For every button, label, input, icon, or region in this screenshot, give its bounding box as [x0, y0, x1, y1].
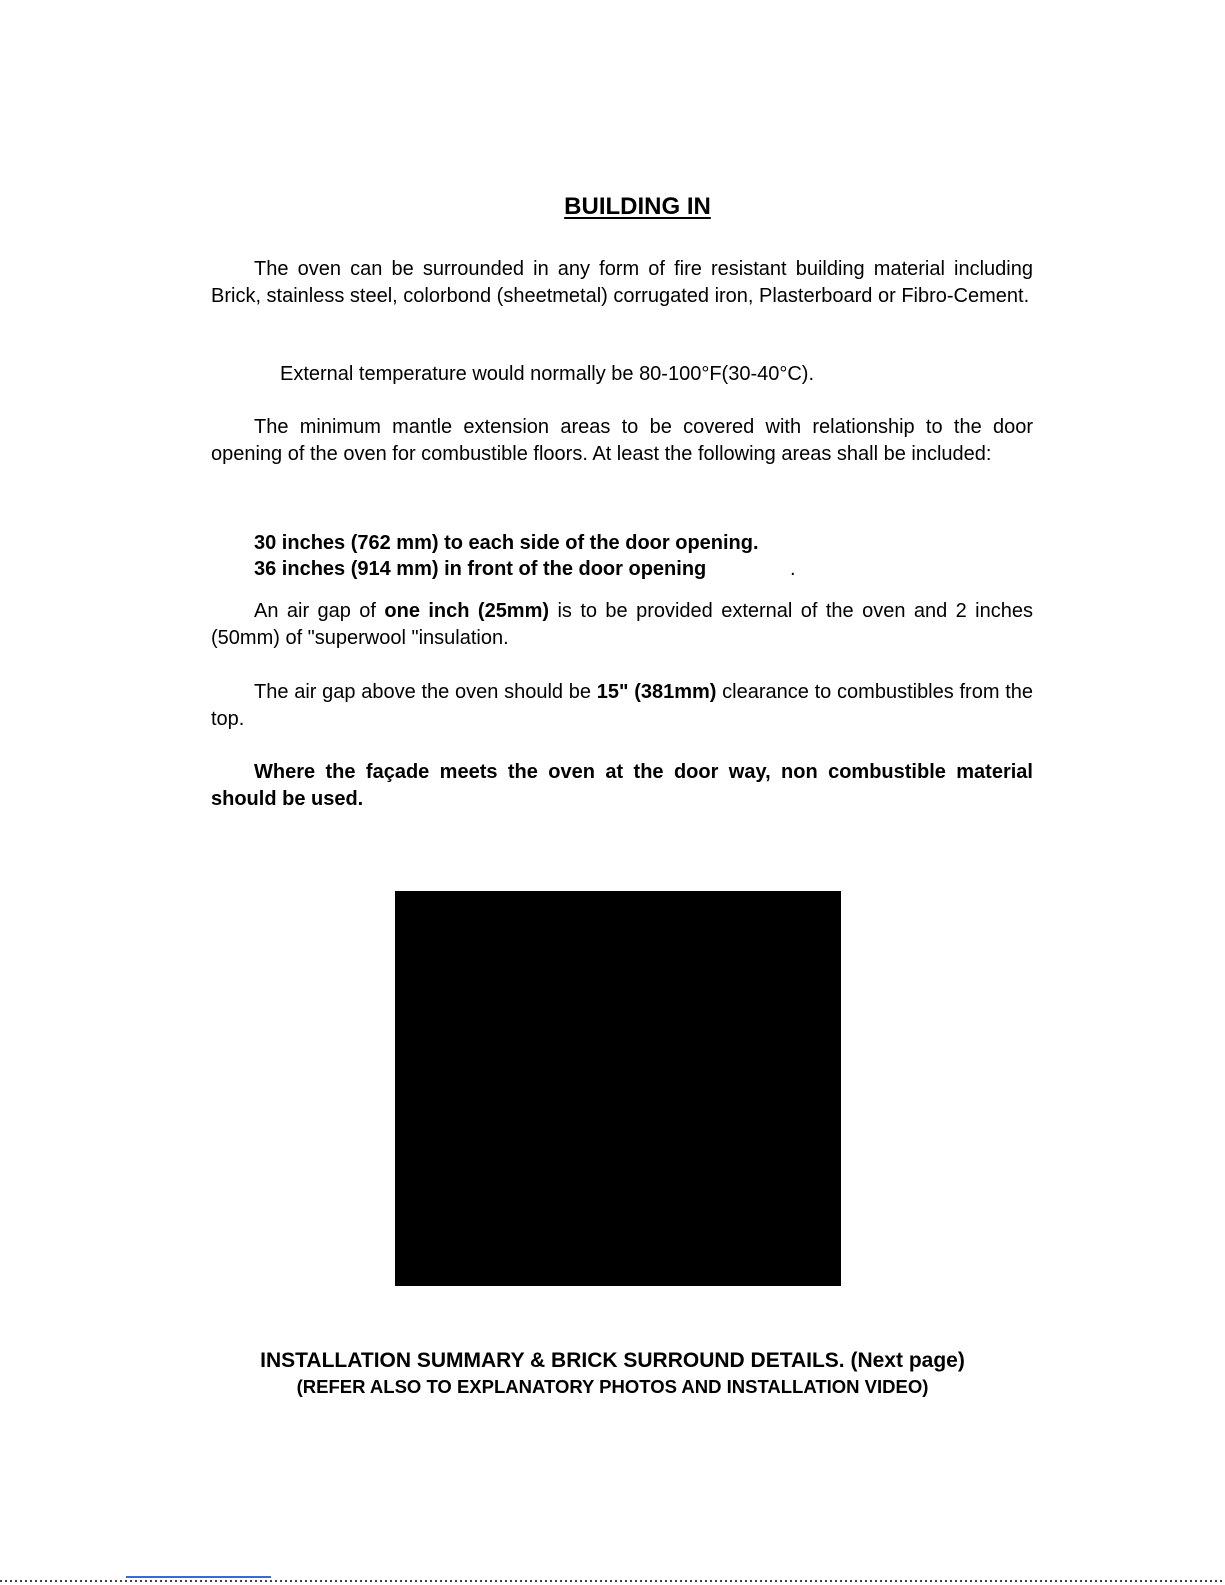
paragraph-external-temperature: External temperature would normally be 80-100°F(30-40°C). — [280, 363, 815, 385]
scan-edge-dotted-line — [0, 1580, 1225, 1582]
list-item-front-clearance: 36 inches (914 mm) in front of the door opening — [254, 558, 707, 580]
paragraph-facade-warning: Where the façade meets the oven at the door way, non combustible material should be used. — [211, 761, 1033, 810]
air-gap-text-post: is to be provided external of the oven and 2 inches (50mm) of "superwool "insulation. — [211, 600, 1033, 649]
footer-installation-summary: INSTALLATION SUMMARY & BRICK SURROUND DETAILS. (Next page) — [260, 1349, 965, 1372]
scan-edge-blue-line — [126, 1576, 271, 1578]
top-clearance-text-pre: The air gap above the oven should be — [254, 681, 597, 703]
figure-image-placeholder — [395, 891, 841, 1286]
page-title: BUILDING IN — [564, 193, 711, 220]
paragraph-air-gap — [211, 598, 1033, 651]
air-gap-text-bold: one inch (25mm) — [384, 600, 550, 622]
paragraph-top-clearance — [211, 679, 1033, 732]
list-trailing-dot: . — [790, 558, 796, 580]
paragraph-materials: The oven can be surrounded in any form of fire resistant building material including Brick, stainless steel, colorbond (sheetmetal) corrugated iron, Plasterboard or Fibro-Cement. — [211, 258, 1033, 307]
top-clearance-text-post: clearance to combustibles from the top. — [211, 681, 1034, 730]
top-clearance-text-bold: 15" (381mm) — [596, 681, 717, 703]
list-item-side-clearance: 30 inches (762 mm) to each side of the door opening. — [254, 532, 759, 554]
air-gap-text-pre: An air gap of — [254, 600, 385, 622]
paragraph-mantle-extension: The minimum mantle extension areas to be covered with relationship to the door opening of the oven for combustible floors. At least the following areas shall be included: — [211, 416, 1033, 465]
footer-refer-also: (REFER ALSO TO EXPLANATORY PHOTOS AND INSTALLATION VIDEO) — [296, 1376, 929, 1397]
